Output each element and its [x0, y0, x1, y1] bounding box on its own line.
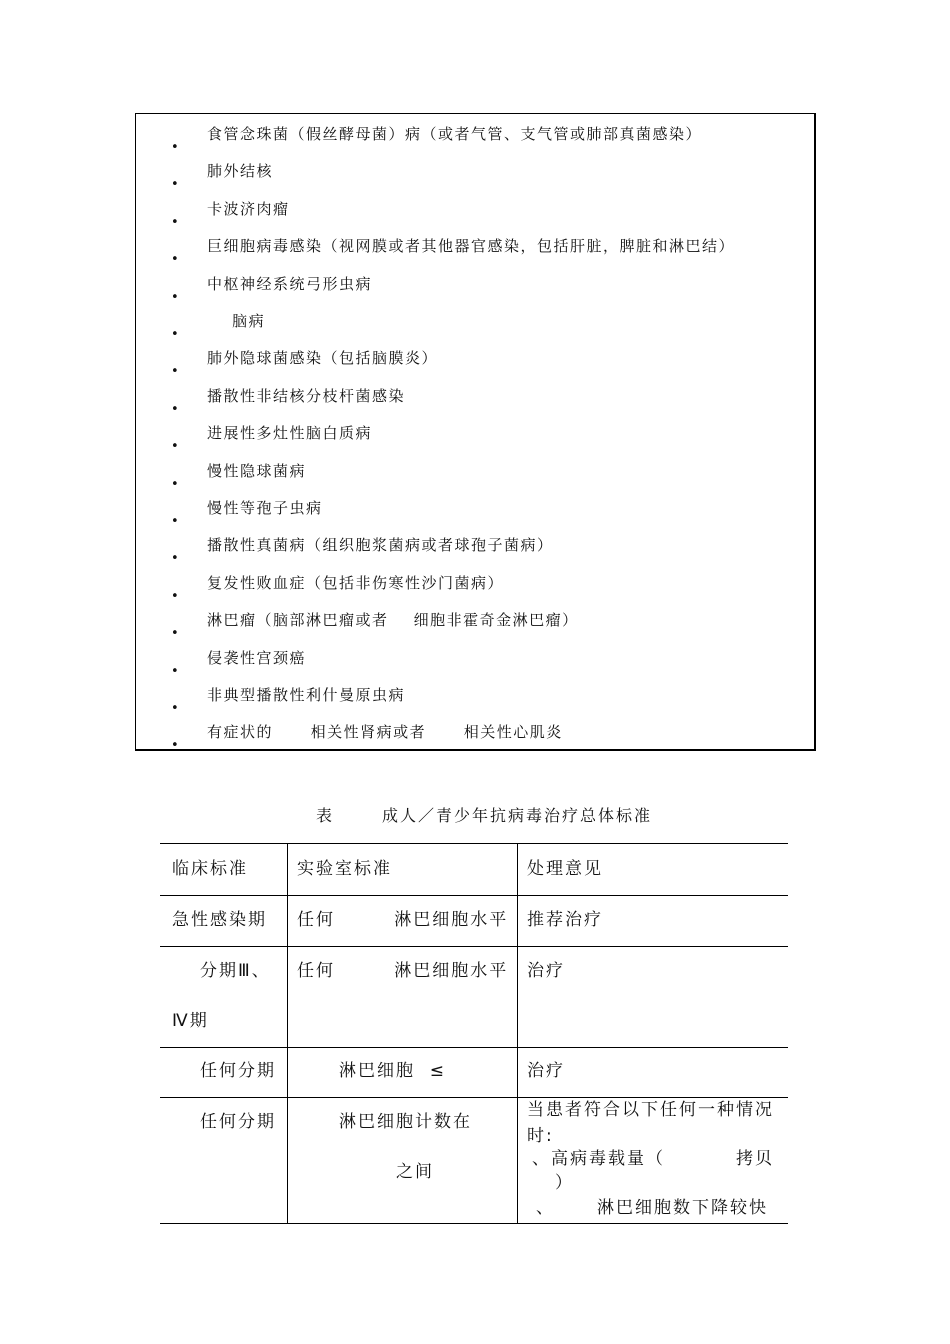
- row2-clinical-line1: 分期Ⅲ、: [200, 961, 271, 981]
- row4-lab-line1: 淋巴细胞计数在: [339, 1112, 472, 1132]
- bullet-icon: •: [171, 177, 179, 193]
- list-item-text: 非典型播散性利什曼原虫病: [207, 686, 406, 704]
- header-action: 处理意见: [527, 859, 603, 879]
- table-rule: [160, 1223, 788, 1224]
- row4-action-line3a: 、高病毒载量（: [532, 1149, 665, 1169]
- list-item: [136, 275, 814, 312]
- bullet-icon: •: [171, 401, 179, 417]
- bullet-icon: •: [171, 252, 179, 268]
- table-rule: [160, 1097, 788, 1098]
- list-item: [136, 649, 814, 686]
- header-clinical: 临床标准: [172, 859, 248, 879]
- table-rule: [160, 843, 788, 844]
- list-item-text: 卡波济肉瘤: [207, 199, 290, 218]
- list-item: [136, 237, 814, 274]
- bullet-icon: •: [171, 364, 179, 380]
- criteria-table: [160, 843, 788, 1224]
- row2-lab: 任何 淋巴细胞水平: [297, 961, 509, 981]
- list-item-text: 有症状的 相关性肾病或者 相关性心肌炎: [207, 723, 563, 742]
- list-item: [136, 387, 814, 424]
- bullet-icon: •: [171, 140, 179, 155]
- row4-action-line2: 时:: [527, 1126, 554, 1146]
- list-item-text: 慢性隐球菌病: [207, 461, 307, 480]
- bullet-icon: •: [171, 476, 179, 492]
- row4-clinical: 任何分期: [200, 1112, 276, 1132]
- table-col-divider: [287, 843, 288, 1224]
- row2-action: 治疗: [527, 961, 565, 981]
- bullet-icon: •: [171, 327, 179, 342]
- row3-lab: 淋巴细胞 ≤: [339, 1061, 447, 1081]
- list-item: [136, 125, 814, 162]
- list-item: [136, 200, 814, 237]
- bullet-icon: •: [171, 663, 179, 679]
- list-item: [136, 349, 814, 386]
- list-item: [136, 462, 814, 499]
- list-item: [136, 574, 814, 611]
- list-item-text: 复发性败血症（包括非伤寒性沙门菌病）: [207, 573, 505, 592]
- row1-action: 推荐治疗: [527, 910, 603, 930]
- list-item-text: 巨细胞病毒感染（视网膜或者其他器官感染，包括肝脏，脾脏和淋巴结）: [207, 237, 736, 256]
- table-rule: [160, 946, 788, 947]
- bullet-icon: •: [171, 214, 179, 230]
- header-lab: 实验室标准: [297, 859, 392, 879]
- list-item: [136, 424, 814, 461]
- list-item-text: 食管念珠菌（假丝酵母菌）病（或者气管、支气管或肺部真菌感染）: [207, 125, 703, 143]
- bullet-icon: •: [171, 588, 179, 604]
- row4-action-line3b: 拷贝: [736, 1149, 774, 1169]
- row4-action-line5b: 淋巴细胞数下降较快: [597, 1198, 768, 1218]
- row4-action-line5a: 、: [536, 1198, 555, 1218]
- list-item: [136, 536, 814, 573]
- list-item: [136, 611, 814, 648]
- list-item: [136, 499, 814, 536]
- bullet-icon: •: [171, 514, 179, 529]
- list-item-text: 进展性多灶性脑白质病: [207, 424, 373, 443]
- bullet-icon: •: [171, 738, 179, 754]
- list-item-text: 慢性等孢子虫病: [207, 499, 323, 517]
- list-item: [136, 723, 814, 760]
- list-item-text: 播散性非结核分枝杆菌感染: [207, 386, 406, 405]
- row1-clinical: 急性感染期: [172, 910, 267, 930]
- list-item-text: 脑病: [207, 312, 266, 330]
- row2-clinical-line2: Ⅳ期: [172, 1011, 209, 1031]
- row3-clinical: 任何分期: [200, 1061, 276, 1081]
- bullet-icon: •: [171, 551, 179, 567]
- list-item: [136, 162, 814, 199]
- row3-action: 治疗: [527, 1061, 565, 1081]
- list-item-text: 淋巴瘤（脑部淋巴瘤或者 细胞非霍奇金淋巴瘤）: [207, 611, 579, 630]
- list-item-text: 播散性真菌病（组织胞浆菌病或者球孢子菌病）: [207, 536, 554, 555]
- table-rule: [160, 1047, 788, 1048]
- table-rule: [160, 895, 788, 896]
- list-item-text: 侵袭性宫颈癌: [207, 648, 307, 667]
- bullet-icon: •: [171, 701, 179, 716]
- list-item-text: 中枢神经系统弓形虫病: [207, 274, 373, 293]
- bullet-icon: •: [171, 626, 179, 642]
- row4-action-line4: ）: [555, 1173, 574, 1193]
- table-title-prefix: 表: [316, 806, 335, 825]
- disease-list-box: [135, 113, 816, 754]
- bullet-icon: •: [171, 289, 179, 305]
- table-col-divider: [517, 843, 518, 1224]
- table-title: 成人／青少年抗病毒治疗总体标准: [382, 806, 653, 825]
- list-item: [136, 312, 814, 349]
- bullet-icon: •: [171, 439, 179, 455]
- list-item-text: 肺外隐球菌感染（包括脑膜炎）: [207, 349, 439, 368]
- row1-lab: 任何 淋巴细胞水平: [297, 910, 509, 930]
- row4-action-line1: 当患者符合以下任何一种情况: [527, 1100, 774, 1120]
- list-item: [136, 686, 814, 723]
- row4-lab-line2: 之间: [396, 1162, 434, 1182]
- list-item-text: 肺外结核: [207, 162, 274, 181]
